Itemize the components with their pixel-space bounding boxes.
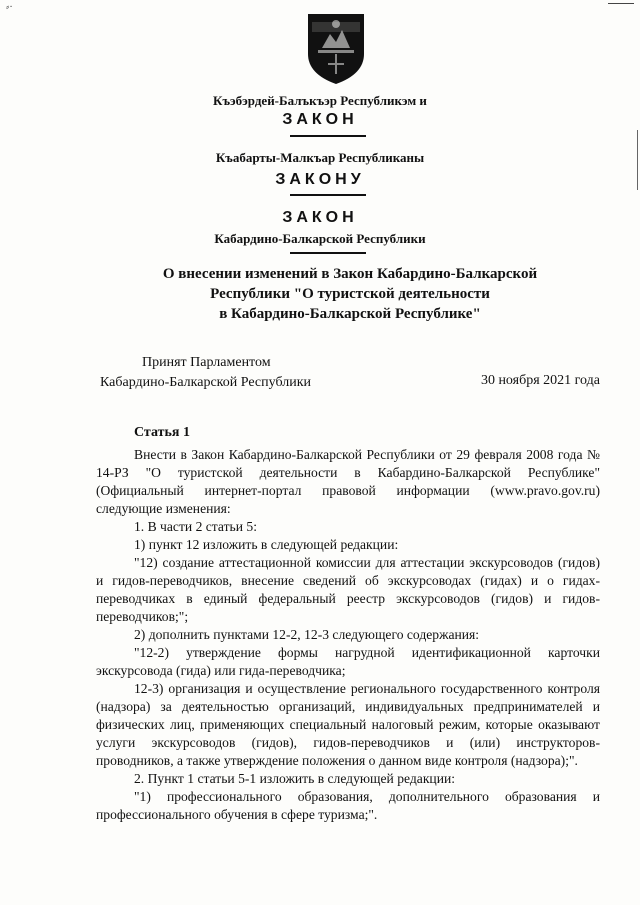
adopted-by: Принят Парламентом <box>142 355 271 370</box>
article-paragraph: 12-3) организация и осуществление регионального государственного контроля (надзора) за деятельностью организаций, индивидуальных предпринимателей и физических лиц, применяющих специальный налоговый режим, которые оказывают услуги экскурсоводов (гидов), гидов-переводчиков и (или) инструкторов-проводников, а также утверждение положения о данном виде контроля (надзора);". <box>96 681 600 768</box>
divider <box>290 252 366 254</box>
header-lang-russian: Кабардино-Балкарской Республики <box>214 231 426 246</box>
law-title <box>150 264 550 324</box>
article-paragraph: "1) профессионального образования, дополнительного образования и профессионального обучения в сфере туризма;". <box>96 789 600 822</box>
article-paragraph: 1. В части 2 статьи 5: <box>134 519 257 534</box>
law-title-line: в Кабардино-Балкарской Республике" <box>219 306 481 322</box>
article-paragraph: 2. Пункт 1 статьи 5-1 изложить в следующей редакции: <box>134 771 456 786</box>
header-zakon-kabardian: ЗАКОН <box>282 111 358 128</box>
coat-of-arms-emblem <box>296 8 376 88</box>
corner-mark: ⸗· <box>6 2 13 13</box>
law-title-line: О внесении изменений в Закон Кабардино-Балкарской <box>162 266 538 282</box>
adopted-by-parliament: Кабардино-Балкарской Республики <box>100 375 311 390</box>
header-lang-balkar: Къабарты-Малкъар Республиканы <box>215 150 425 165</box>
header-zakon-balkar: ЗАКОНУ <box>275 171 365 188</box>
header-zakon-russian: ЗАКОН <box>282 209 358 226</box>
article-paragraph: Внести в Закон Кабардино-Балкарской Республики от 29 февраля 2008 года № 14-РЗ "О туристской деятельности в Кабардино-Балкарской Республике" (Официальный интернет-портал правовой информации (www.pravo.gov.ru) следующие изменения: <box>96 447 600 516</box>
divider <box>290 135 366 137</box>
article-paragraph: 1) пункт 12 изложить в следующей редакции: <box>134 537 399 552</box>
header-lang-kabardian: Къэбэрдей-Балъкъэр Республикэм и <box>213 93 427 108</box>
adoption-date: 30 ноября 2021 года <box>480 373 600 388</box>
law-title-line: Республики "О туристской деятельности <box>210 286 490 302</box>
scan-edge-line <box>608 3 634 4</box>
article-paragraph: "12-2) утверждение формы нагрудной идентификационной карточки экскурсовода (гида) или гида-переводчика; <box>96 645 600 678</box>
article-body <box>96 446 600 824</box>
article-paragraph: 2) дополнить пунктами 12-2, 12-3 следующего содержания: <box>134 627 480 642</box>
article-heading: Статья 1 <box>134 425 190 440</box>
divider <box>290 194 366 196</box>
article-paragraph: "12) создание аттестационной комиссии для аттестации экскурсоводов (гидов) и гидов-переводчиков, внесение сведений об экскурсоводах (гидах) и о гидах-переводчиках в единый федеральный реестр экскурсоводов (гидов) и гидов-переводчиков;"; <box>96 555 600 624</box>
